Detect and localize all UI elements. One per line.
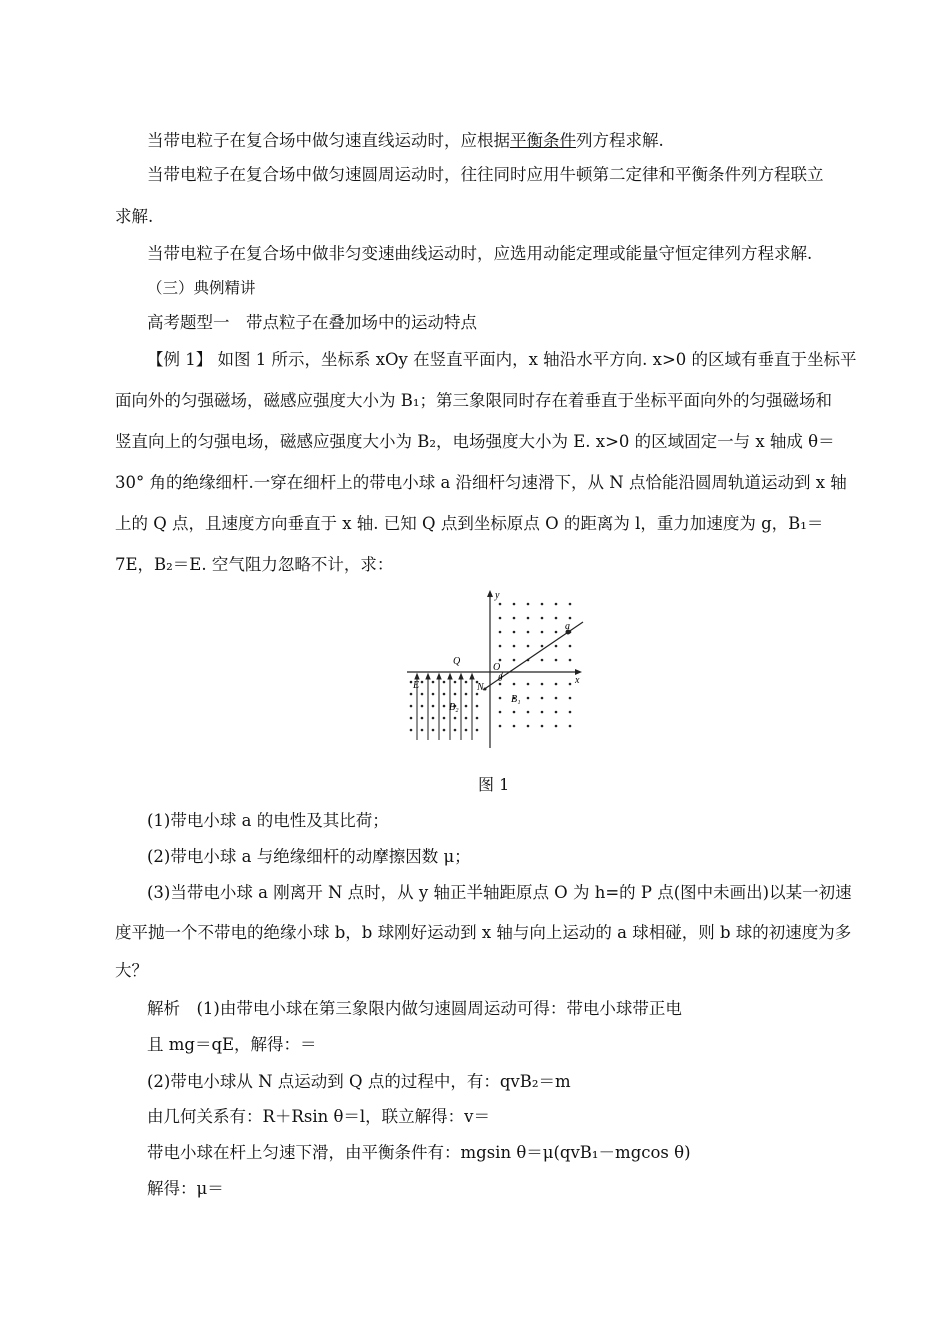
field-dot [410, 717, 413, 720]
p1-underlined: 平衡条件 [510, 131, 576, 150]
field-dot [432, 693, 435, 696]
field-dot [421, 729, 424, 732]
field-dot [555, 603, 558, 606]
field-dot [569, 659, 572, 662]
field-dot [421, 681, 424, 684]
field-dot [443, 717, 446, 720]
label-e: E [413, 680, 420, 691]
p1-post: 列方程求解. [576, 131, 664, 150]
label-o: O [493, 662, 501, 673]
field-dot [541, 645, 544, 648]
field-dot [465, 705, 468, 708]
solution-line-5: 带电小球在杆上匀速下滑，由平衡条件有：mgsin θ＝μ(qvB₁－mgcos θ) [147, 1143, 691, 1162]
field-dot [499, 631, 502, 634]
electric-field-arrow [470, 674, 474, 679]
field-dot [569, 697, 572, 700]
field-dot [421, 717, 424, 720]
field-dot [527, 631, 530, 634]
field-dot [541, 711, 544, 714]
figure-caption: 图 1 [478, 775, 510, 794]
field-dot [513, 603, 516, 606]
field-dot [465, 681, 468, 684]
field-dot [499, 645, 502, 648]
field-dot [513, 617, 516, 620]
field-dot [421, 705, 424, 708]
electric-field-arrow [437, 674, 441, 679]
field-dot [555, 711, 558, 714]
type-heading: 高考题型一 带点粒子在叠加场中的运动特点 [147, 313, 477, 332]
example-line-4: 30° 角的绝缘细杆.一穿在细杆上的带电小球 a 沿细杆匀速滑下，从 N 点恰能沿圆周轨道运动到 x 轴 [115, 473, 847, 492]
field-dot [541, 603, 544, 606]
field-dot [454, 717, 457, 720]
question-3-line-1: (3)当带电小球 a 刚离开 N 点时，从 y 轴正半轴距原点 O 为 h=的 P 点(图中未画出)以某一初速 [147, 883, 852, 902]
question-3-line-3: 大？ [115, 961, 148, 980]
paragraph-2-line-2: 求解. [115, 207, 154, 226]
solution-line-6: 解得：μ＝ [147, 1179, 224, 1198]
field-dot [555, 725, 558, 728]
field-dot [465, 729, 468, 732]
field-dot [454, 681, 457, 684]
field-dot [443, 693, 446, 696]
field-dot [443, 681, 446, 684]
label-a: a [565, 621, 570, 632]
field-dot [555, 617, 558, 620]
field-dot [499, 711, 502, 714]
field-dot [513, 711, 516, 714]
field-dot [555, 697, 558, 700]
field-dot [541, 617, 544, 620]
example-line-2: 面向外的匀强磁场，磁感应强度大小为 B₁；第三象限同时存在着垂直于坐标平面向外的匀强磁场和 [115, 391, 832, 410]
field-dot [569, 683, 572, 686]
field-dot [499, 617, 502, 620]
solution-line-4: 由几何关系有：R＋Rsin θ＝l，联立解得：v＝ [147, 1107, 490, 1126]
field-dot [499, 603, 502, 606]
section-heading: （三）典例精讲 [147, 279, 256, 297]
y-axis-arrow [487, 590, 493, 597]
field-dot [513, 631, 516, 634]
field-dot [555, 659, 558, 662]
field-dot [465, 717, 468, 720]
field-dot [541, 683, 544, 686]
field-dot [454, 729, 457, 732]
field-dot [410, 681, 413, 684]
solution-line-3: (2)带电小球从 N 点运动到 Q 点的过程中，有：qvB₂＝m [147, 1072, 571, 1091]
field-dot [555, 683, 558, 686]
label-y: y [495, 590, 500, 601]
example-line-6: 7E，B₂＝E. 空气阻力忽略不计，求： [115, 555, 394, 574]
field-dot [499, 659, 502, 662]
solution-line-2: 且 mg＝qE，解得：＝ [147, 1035, 317, 1054]
field-dot [499, 683, 502, 686]
label-x: x [575, 675, 580, 686]
electric-field-arrow [426, 674, 430, 679]
field-dot [513, 645, 516, 648]
electric-field-arrow [459, 674, 463, 679]
paragraph-1 [147, 130, 664, 152]
example-line-1: 【例 1】 如图 1 所示，坐标系 xOy 在竖直平面内，x 轴沿水平方向. x>0 的区域有垂直于坐标平 [147, 350, 857, 369]
field-dot [432, 705, 435, 708]
point-n [484, 688, 487, 691]
field-dot [555, 631, 558, 634]
dots-third-quadrant [410, 681, 479, 732]
field-dot [527, 725, 530, 728]
dots-first-quadrant [499, 603, 572, 662]
field-dot [527, 645, 530, 648]
field-dot [476, 705, 479, 708]
field-dot [410, 705, 413, 708]
field-dot [476, 717, 479, 720]
electric-field-arrow [448, 674, 452, 679]
field-dot [569, 603, 572, 606]
figure-1-diagram [395, 586, 595, 756]
field-dot [541, 631, 544, 634]
field-dot [432, 729, 435, 732]
dots-lower-right [499, 683, 572, 728]
field-dot [443, 729, 446, 732]
paragraph-2-line-1: 当带电粒子在复合场中做匀速圆周运动时，往往同时应用牛顿第二定律和平衡条件列方程联立 [147, 165, 824, 184]
electric-field-arrow [415, 674, 419, 679]
label-theta: θ [498, 673, 503, 683]
solution-line-1: 解析 (1)由带电小球在第三象限内做匀速圆周运动可得：带电小球带正电 [147, 999, 682, 1018]
field-dot [421, 693, 424, 696]
field-dot [569, 711, 572, 714]
field-dot [541, 659, 544, 662]
label-b2: B₂ [449, 702, 459, 713]
field-dot [432, 717, 435, 720]
question-2: (2)带电小球 a 与绝缘细杆的动摩擦因数 μ； [147, 847, 471, 866]
field-dot [569, 645, 572, 648]
field-dot [527, 603, 530, 606]
field-dot [499, 697, 502, 700]
field-dot [527, 697, 530, 700]
question-3-line-2: 度平抛一个不带电的绝缘小球 b，b 球刚好运动到 x 轴与向上运动的 a 球相碰，则 b 球的初速度为多 [115, 923, 852, 942]
field-dot [410, 693, 413, 696]
field-dot [443, 705, 446, 708]
field-dot [476, 693, 479, 696]
field-dot [476, 729, 479, 732]
field-dot [569, 725, 572, 728]
field-dot [454, 693, 457, 696]
field-dot [513, 659, 516, 662]
example-line-3: 竖直向上的匀强电场，磁感应强度大小为 B₂，电场强度大小为 E. x>0 的区域固定一与 x 轴成 θ＝ [115, 432, 835, 451]
field-dot [527, 617, 530, 620]
field-dot [527, 711, 530, 714]
label-n: N [477, 682, 484, 693]
field-dot [499, 725, 502, 728]
field-dot [527, 683, 530, 686]
example-line-5: 上的 Q 点，且速度方向垂直于 x 轴. 已知 Q 点到坐标原点 O 的距离为 l，重力加速度为 g，B₁＝ [115, 514, 824, 533]
question-1: (1)带电小球 a 的电性及其比荷； [147, 811, 389, 830]
label-b1: B₁ [511, 694, 521, 705]
p1-pre: 当带电粒子在复合场中做匀速直线运动时，应根据 [147, 131, 510, 150]
field-dot [555, 645, 558, 648]
field-dot [410, 729, 413, 732]
paragraph-3: 当带电粒子在复合场中做非匀变速曲线运动时，应选用动能定理或能量守恒定律列方程求解. [147, 244, 813, 263]
field-dot [541, 697, 544, 700]
field-dot [513, 683, 516, 686]
field-dot [541, 725, 544, 728]
field-dot [513, 725, 516, 728]
label-q: Q [453, 656, 461, 667]
field-dot [465, 693, 468, 696]
field-dot [569, 617, 572, 620]
field-dot [432, 681, 435, 684]
